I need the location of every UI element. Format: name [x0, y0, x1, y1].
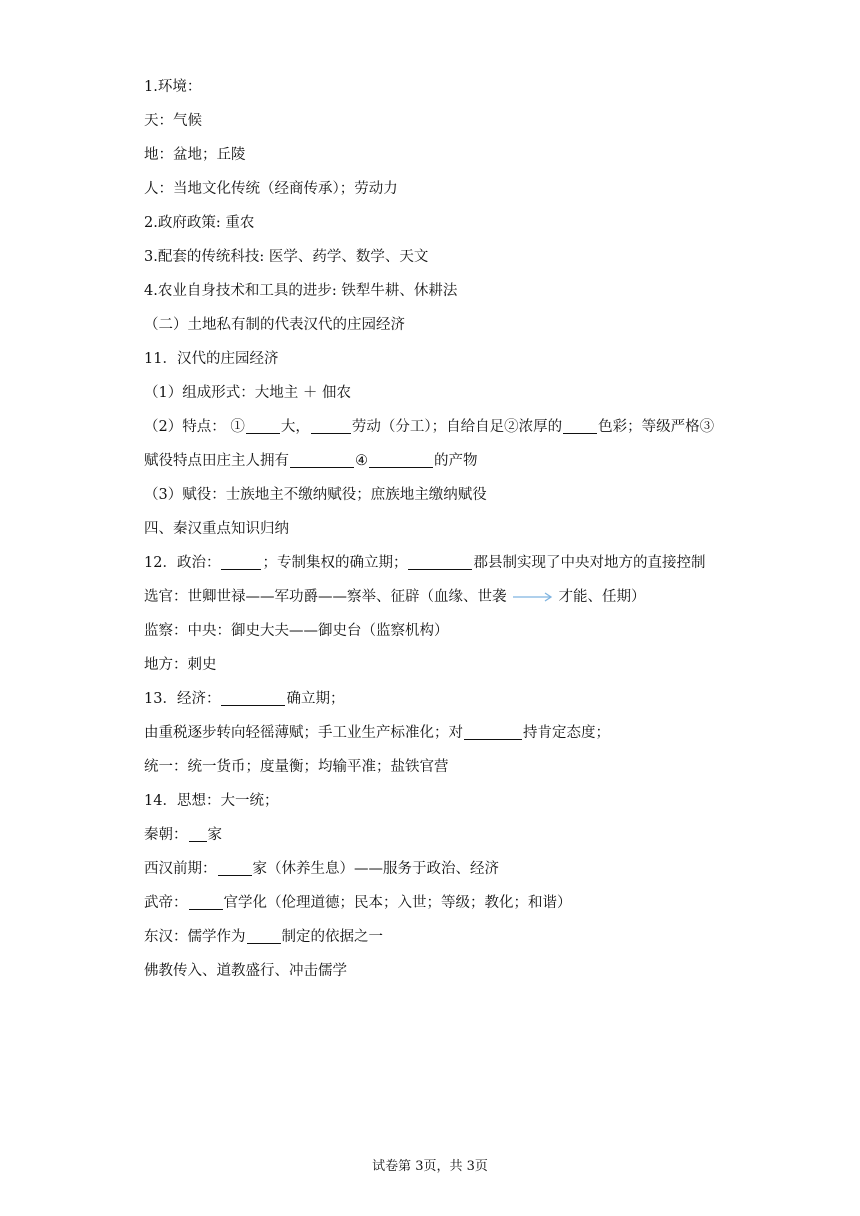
text-segment: ；专制集权的确立期；	[262, 555, 408, 571]
text-line: （1）组成形式：大地主 ＋ 佃农	[144, 385, 351, 401]
text-segment: 赋役特点田庄主人拥有	[144, 453, 289, 469]
page-footer: 试卷第 3页，共 3页	[372, 1159, 488, 1174]
text-line: 佛教传入、道教盛行、冲击儒学	[144, 963, 347, 979]
text-line	[144, 886, 744, 920]
answer-blank[interactable]	[464, 723, 522, 740]
question-heading	[144, 682, 744, 716]
text-line: 监察：中央：御史大夫——御史台（监察机构）	[144, 623, 449, 639]
right-arrow-icon	[511, 591, 555, 603]
question-heading	[144, 546, 744, 580]
text-segment: 武帝：	[144, 895, 188, 911]
text-segment: 13．经济：	[144, 691, 221, 707]
answer-blank[interactable]	[247, 927, 281, 944]
text-line: 1.环境：	[144, 79, 202, 95]
text-segment: 的产物	[434, 453, 478, 469]
text-segment: 大，	[280, 419, 310, 435]
text-line: 2.政府政策: 重农	[144, 215, 255, 231]
text-segment: （2）特点： ①	[144, 419, 245, 435]
text-line	[144, 818, 744, 852]
text-line: 地方：刺史	[144, 657, 217, 673]
answer-blank[interactable]	[290, 451, 354, 468]
answer-blank[interactable]	[189, 893, 223, 910]
question-heading: 11．汉代的庄园经济	[144, 351, 279, 367]
text-segment: 秦朝：	[144, 827, 188, 843]
text-segment: 制定的依据之一	[281, 929, 383, 945]
document-body	[144, 70, 744, 988]
text-line	[144, 444, 744, 478]
text-segment: 持肯定态度；	[523, 725, 610, 741]
text-segment: 才能、任期）	[558, 589, 646, 605]
text-line	[144, 410, 744, 444]
text-line	[144, 580, 744, 614]
answer-blank[interactable]	[189, 825, 207, 842]
text-line	[144, 852, 744, 886]
answer-blank[interactable]	[218, 859, 252, 876]
section-heading: 四、秦汉重点知识归纳	[144, 521, 289, 537]
text-line: 人：当地文化传统（经商传承）；劳动力	[144, 181, 398, 197]
text-segment: 确立期；	[286, 691, 345, 707]
text-segment: 12．政治：	[144, 555, 221, 571]
text-line	[144, 920, 744, 954]
answer-blank[interactable]	[221, 553, 261, 570]
section-heading: （二）土地私有制的代表汉代的庄园经济	[144, 317, 405, 333]
text-line: （3）赋役：士族地主不缴纳赋役；庶族地主缴纳赋役	[144, 487, 487, 503]
text-segment: ④	[355, 453, 368, 469]
answer-blank[interactable]	[563, 417, 597, 434]
text-segment: 选官：世卿世禄——军功爵——察举、征辟（血缘、世袭	[144, 589, 507, 605]
text-segment: 官学化（伦理道德；民本；入世；等级；教化；和谐）	[223, 895, 572, 911]
text-segment: 西汉前期：	[144, 861, 217, 877]
answer-blank[interactable]	[311, 417, 351, 434]
text-segment: 郡县制实现了中央对地方的直接控制	[473, 555, 706, 571]
answer-blank[interactable]	[408, 553, 472, 570]
text-line: 3.配套的传统科技: 医学、药学、数学、天文	[144, 249, 429, 265]
text-line: 4.农业自身技术和工具的进步: 铁犁牛耕、休耕法	[144, 283, 458, 299]
text-segment: 家（休养生息）——服务于政治、经济	[252, 861, 499, 877]
question-heading: 14．思想：大一统；	[144, 793, 279, 809]
answer-blank[interactable]	[246, 417, 280, 434]
text-line: 天：气候	[144, 113, 202, 129]
text-segment: 色彩；等级严格③	[598, 419, 715, 435]
answer-blank[interactable]	[369, 451, 433, 468]
text-segment: 家	[207, 827, 222, 843]
text-segment: 劳动（分工）；自给自足②浓厚的	[351, 419, 563, 435]
text-segment: 由重税逐步转向轻徭薄赋；手工业生产标准化；对	[144, 725, 463, 741]
answer-blank[interactable]	[221, 689, 285, 706]
text-line	[144, 716, 744, 750]
text-line: 统一：统一货币；度量衡；均输平准；盐铁官营	[144, 759, 449, 775]
text-line: 地：盆地；丘陵	[144, 147, 246, 163]
text-segment: 东汉：儒学作为	[144, 929, 246, 945]
